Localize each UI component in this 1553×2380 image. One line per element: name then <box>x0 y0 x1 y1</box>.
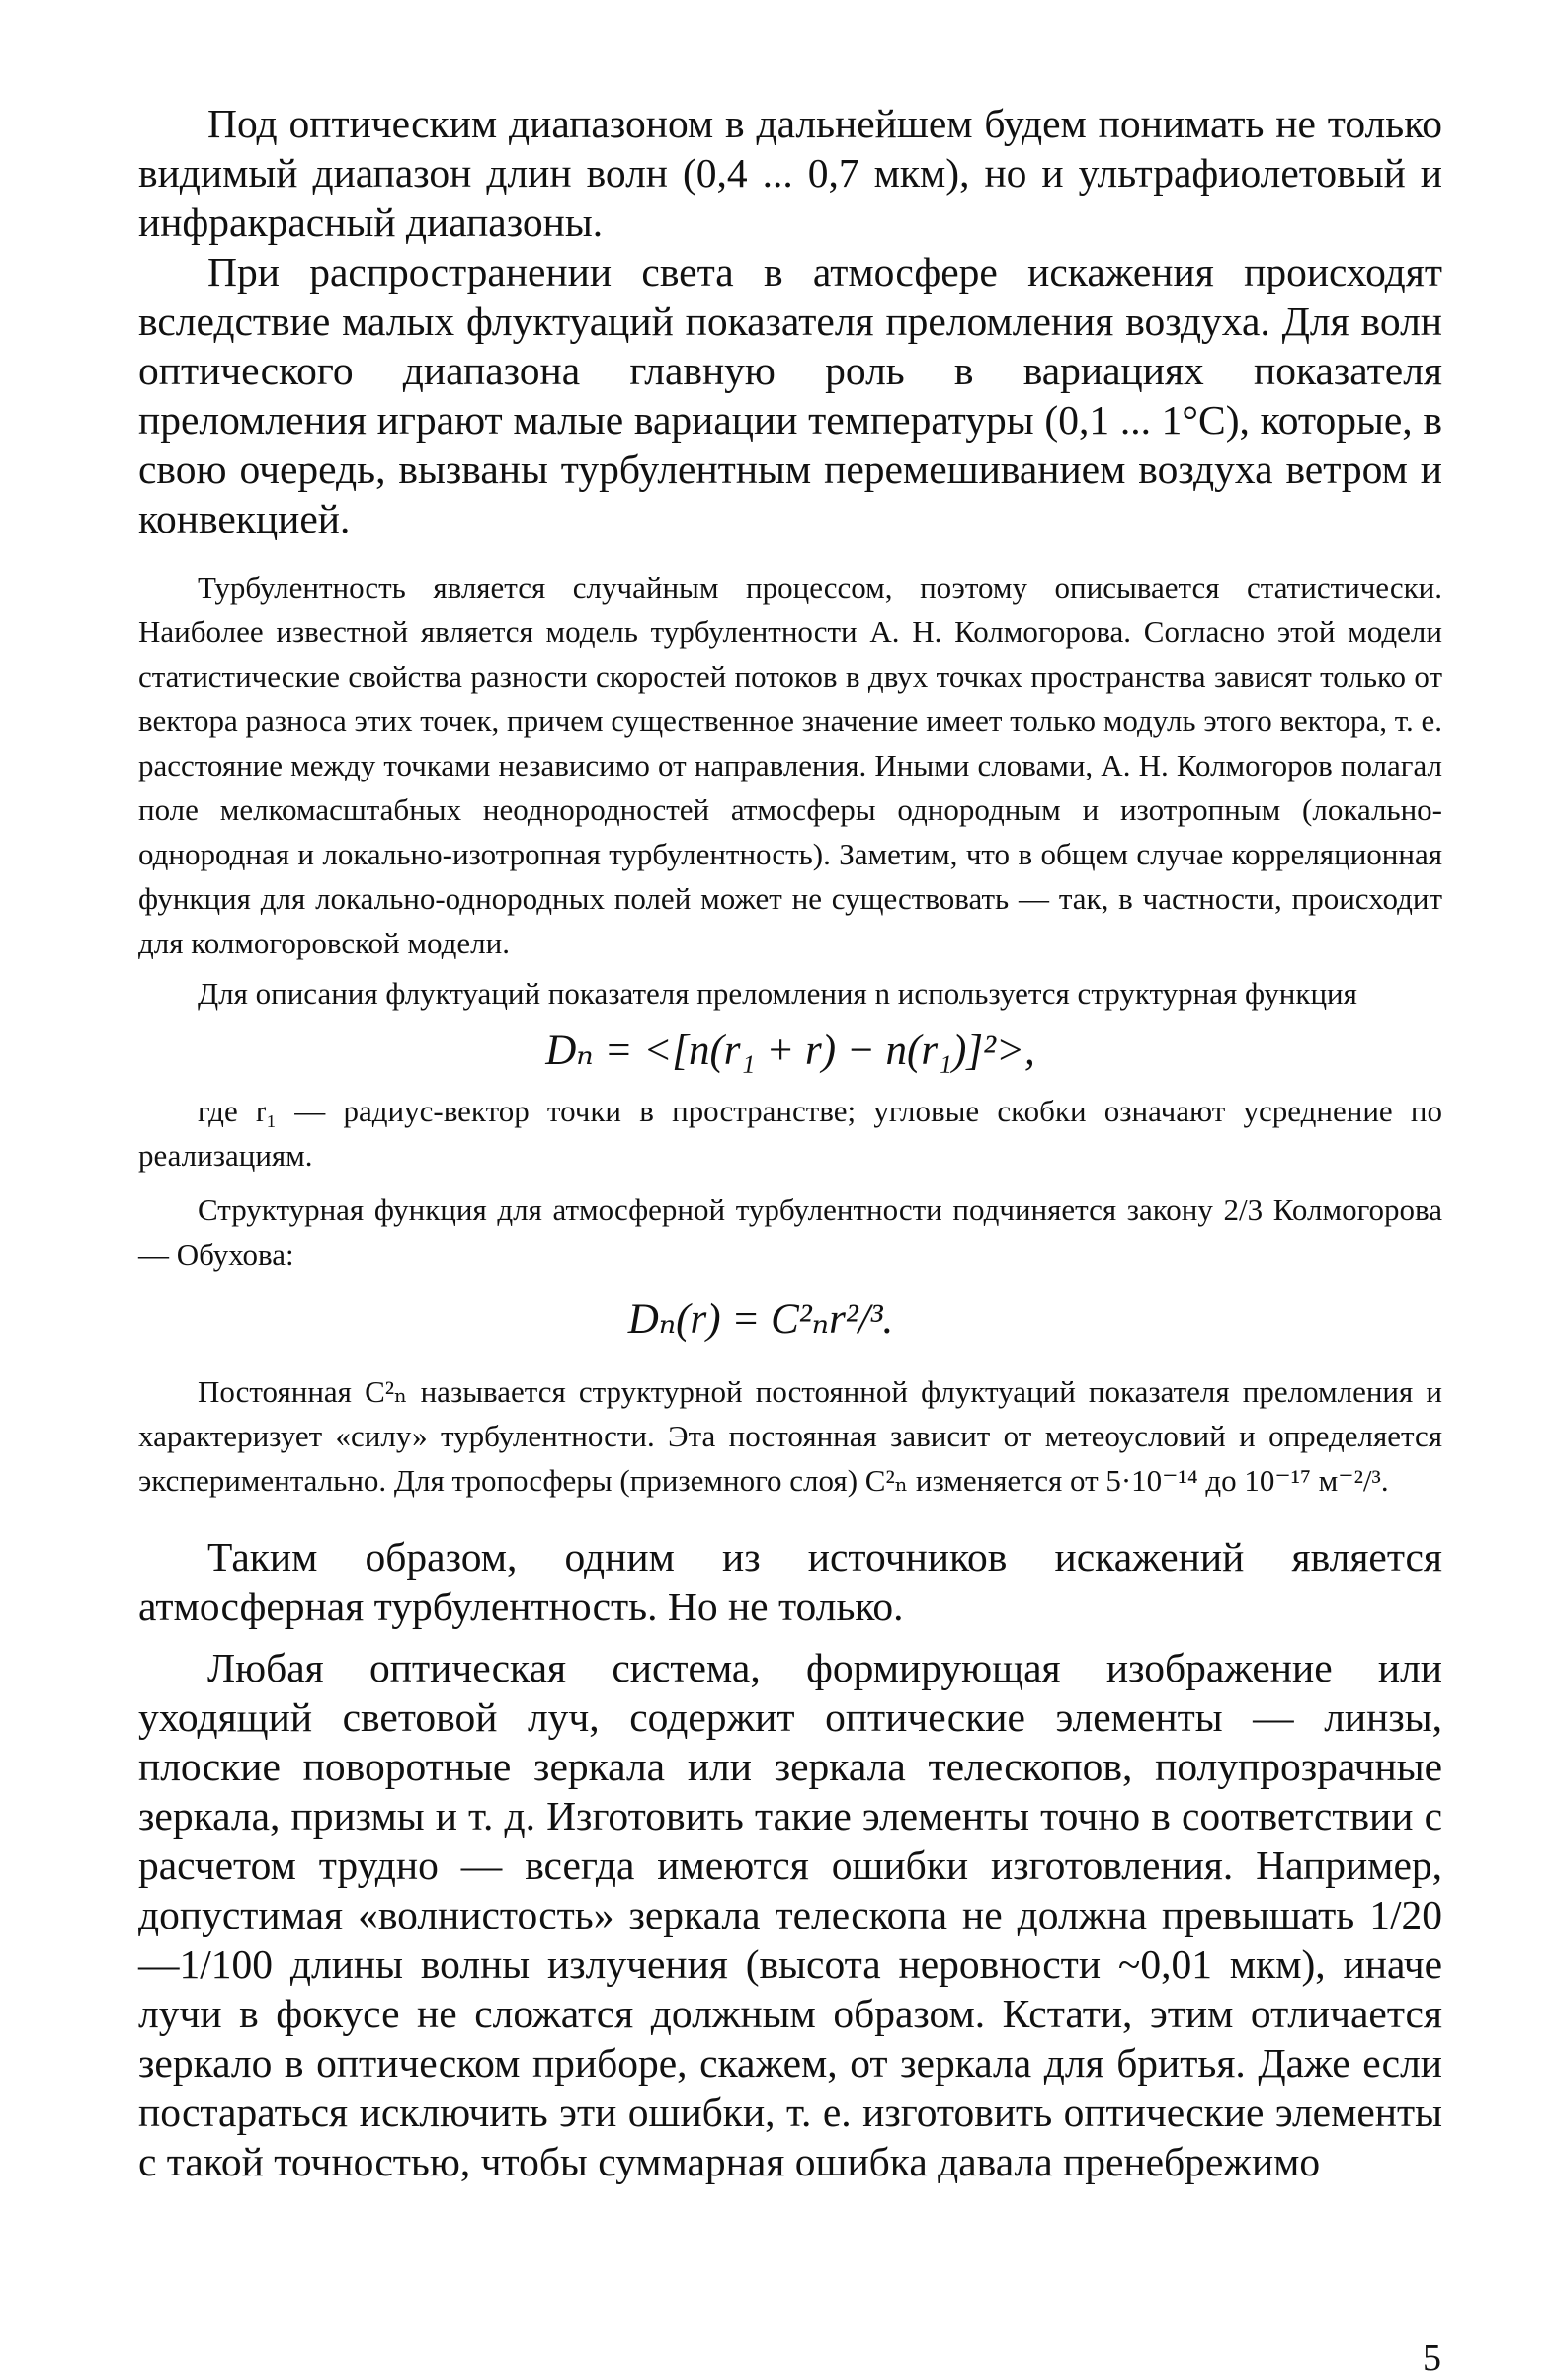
paragraph-optical-range: Под оптическим диапазоном в дальнейшем будем понимать не только видимый диапазон длин волн (0,4 ... 0,7 мкм), но и ультрафиолетовый и инфракрасный диапазоны. <box>138 101 1442 245</box>
page-number: 5 <box>1423 2338 1441 2379</box>
formula-structure-function: Dₙ = <[n(r₁ + r) − n(r₁)]²>, <box>545 1027 1035 1074</box>
paragraph-structure-constant: Постоянная C²ₙ называется структурной постоянной флуктуаций показателя преломления и характеризует «силу» турбулентности. Эта постоянная зависит от метеоусловий и определяется экспериментально. Для тропосферы (приземного слоя) C²ₙ изменяется от 5·10⁻¹⁴ до 10⁻¹⁷ м⁻²/³. <box>138 1374 1442 1498</box>
paragraph-kolmogorov-law: Структурная функция для атмосферной турбулентности подчиняется закону 2/3 Колмогорова — Обухова: <box>138 1192 1442 1272</box>
paragraph-structure-function-intro: Для описания флуктуаций показателя преломления n используется структурная функция <box>198 976 1357 1011</box>
paragraph-turbulence-model: Турбулентность является случайным процессом, поэтому описывается статистически. Наиболее известной является модель турбулентности А. Н. Колмогорова. Согласно этой модели статистические свойства разности скоростей потоков в двух точках пространства зависят только от вектора разноса этих точек, причем существенное значение имеет только модуль этого вектора, т. е. расстояние между точками независимо от направления. Иными словами, А. Н. Колмогоров полагал поле мелкомасштабных неоднородностей атмосферы однородным и изотропным (локально-однородная и локально-изотропная турбулентность). Заметим, что в общем случае корреляционная функция для локально-однородных полей может не существовать — так, в частности, происходит для колмогоровской модели. <box>138 570 1442 960</box>
page-body <box>138 99 1442 2186</box>
formula-two-thirds-law: Dₙ(r) = C²ₙr²/³. <box>627 1296 894 1343</box>
paragraph-where-r1: где r₁ — радиус-вектор точки в пространстве; угловые скобки означают усреднение по реализациям. <box>138 1094 1442 1173</box>
paragraph-light-propagation: При распространении света в атмосфере искажения происходят вследствие малых флуктуаций показателя преломления воздуха. Для волн оптического диапазона главную роль в вариациях показателя преломления играют малые вариации температуры (0,1 ... 1°C), которые, в свою очередь, вызваны турбулентным перемешиванием воздуха ветром и конвекцией. <box>138 249 1442 541</box>
paragraph-sources-of-distortion: Таким образом, одним из источников искажений является атмосферная турбулентность. Но не только. <box>138 1534 1442 1629</box>
paragraph-optical-system-errors: Любая оптическая система, формирующая изображение или уходящий световой луч, содержит оптические элементы — линзы, плоские поворотные зеркала или зеркала телескопов, полупрозрачные зеркала, призмы и т. д. Изготовить такие элементы точно в соответствии с расчетом трудно — всегда имеются ошибки изготовления. Например, допустимая «волнистость» зеркала телескопа не должна превышать 1/20—1/100 длины волны излучения (высота неровности ~0,01 мкм), иначе лучи в фокусе не сложатся должным образом. Кстати, этим отличается зеркало в оптическом приборе, скажем, от зеркала для бритья. Даже если постараться исключить эти ошибки, т. е. изготовить оптические элементы с такой точностью, чтобы суммарная ошибка давала пренебрежимо <box>138 1645 1442 2184</box>
